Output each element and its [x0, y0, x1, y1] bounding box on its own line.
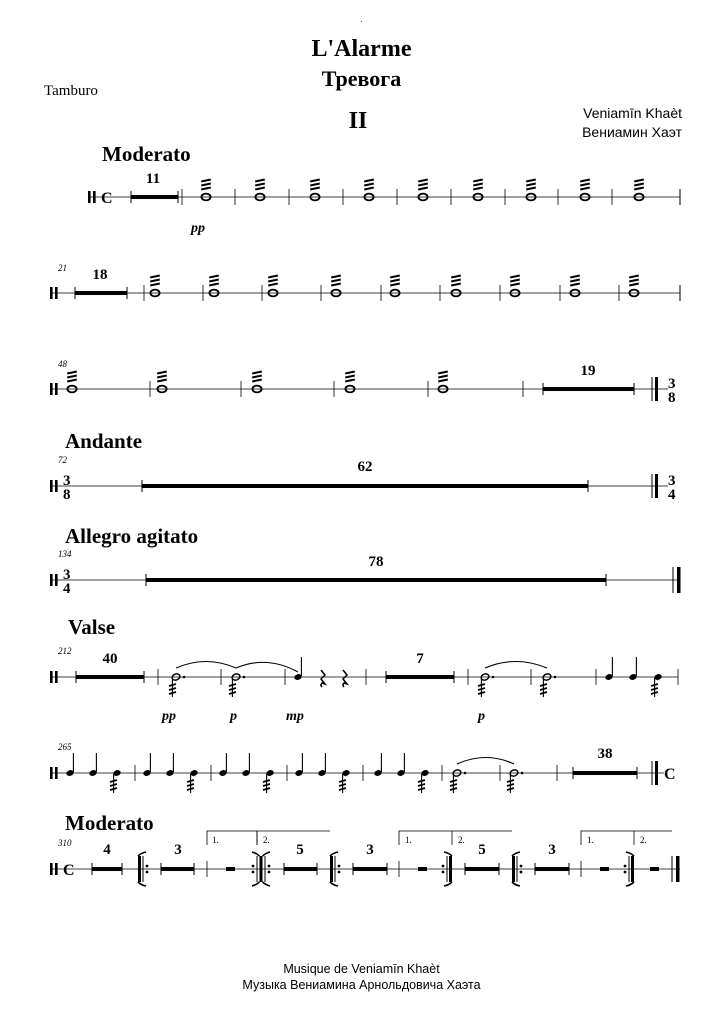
multirest-count: 3 [366, 842, 374, 858]
multirest-bar [131, 195, 178, 199]
multirest-count: 11 [145, 171, 161, 187]
dynamic-marking: mp [286, 709, 304, 724]
multirest-count: 62 [357, 459, 373, 475]
volta-bracket [399, 831, 512, 845]
volta-label: 2. [458, 835, 465, 845]
multirest-bar [573, 771, 637, 775]
whole-rest [418, 867, 427, 871]
quarter-rest [321, 670, 325, 687]
time-signature-denominator: 8 [668, 390, 676, 406]
tremolo-notes [67, 372, 523, 398]
quarter-note [628, 657, 637, 681]
multirest-bar [76, 675, 144, 679]
dynamic-marking: p [478, 709, 485, 724]
multirest-bar [161, 867, 194, 871]
time-signature-numerator: 3 [668, 376, 676, 392]
movement-number: II [348, 108, 368, 134]
whole-rest [600, 867, 609, 871]
multirest-count: 4 [103, 842, 111, 858]
measure-number: 134 [58, 549, 72, 559]
tempo-marking: Moderato [102, 142, 191, 166]
tie [485, 662, 547, 669]
footer-line-2: Музыка Вениамина Арнольдовича Хаэта [242, 978, 481, 992]
measure-number: 21 [58, 263, 67, 273]
whole-rest [226, 867, 235, 871]
system-8 [50, 811, 680, 886]
multirest-bar [386, 675, 454, 679]
title: L'Alarme [311, 36, 412, 62]
whole-rest [650, 867, 659, 871]
multirest-bar [284, 867, 317, 871]
tie [176, 662, 236, 669]
time-signature-denominator: 4 [668, 487, 676, 503]
quarter-rest [343, 670, 347, 687]
dotted-half-tremolo [229, 673, 245, 697]
system-5 [50, 524, 681, 597]
time-signature: C [101, 190, 113, 207]
multirest-bar [353, 867, 387, 871]
system-7 [50, 742, 676, 793]
time-signature-denominator: 4 [63, 581, 71, 597]
volta-bracket [581, 831, 672, 845]
multirest-bar [92, 867, 122, 871]
volta-label: 1. [587, 835, 594, 845]
volta-label: 2. [263, 835, 270, 845]
time-signature-denominator: 8 [63, 487, 71, 503]
multirest-count: 5 [478, 842, 486, 858]
multirest-count: 19 [580, 363, 596, 379]
multirest-count: 40 [102, 651, 118, 667]
multirest-count: 78 [368, 554, 384, 570]
measure-number: 212 [58, 646, 72, 656]
multirest-bar [465, 867, 499, 871]
quarter-note [293, 657, 302, 681]
composer-cyrillic: Вениамин Хаэт [582, 124, 682, 140]
dotted-half-tremolo [478, 673, 494, 697]
system-4 [50, 429, 676, 503]
dynamic-marking: pp [191, 221, 205, 236]
dotted-half-tremolo [540, 673, 556, 697]
multirest-count: 3 [174, 842, 182, 858]
tremolo-notes [144, 276, 639, 302]
multirest-count: 38 [597, 746, 613, 762]
time-signature: C [63, 862, 75, 879]
composer-latin: Veniamīn Khaèt [583, 105, 682, 121]
multirest-bar [543, 387, 634, 391]
quarter-note [604, 657, 613, 681]
multirest-count: 5 [296, 842, 304, 858]
title-cyrillic: Тревога [321, 66, 402, 91]
time-signature-numerator: 3 [63, 473, 71, 489]
volta-label: 2. [640, 835, 647, 845]
multirest-count: 3 [548, 842, 556, 858]
tremolo-notes [182, 180, 644, 206]
system-1 [88, 142, 680, 236]
volta-label: 1. [212, 835, 219, 845]
measure-number: 72 [58, 455, 67, 465]
multirest-bar [142, 484, 588, 488]
tempo-marking: Andante [65, 429, 143, 453]
instrument-name: Tamburo [44, 83, 98, 99]
time-signature: C [664, 766, 676, 783]
volta-label: 1. [405, 835, 412, 845]
time-signature-numerator: 3 [63, 567, 71, 583]
tempo-marking: Moderato [65, 811, 154, 835]
multirest-count: 7 [416, 651, 424, 667]
top-dot: . [360, 14, 363, 25]
multirest-bar [535, 867, 569, 871]
multirest-bar [146, 578, 606, 582]
system-2 [50, 263, 680, 301]
tempo-marking: Allegro agitato [65, 524, 199, 548]
dynamic-marking: p [230, 709, 237, 724]
multirest-count: 18 [92, 267, 108, 283]
system-6 [50, 615, 678, 724]
tie [236, 662, 298, 672]
dynamic-marking: pp [162, 709, 176, 724]
footer [0, 961, 723, 993]
footer-line-1: Musique de Veniamīn Khaèt [283, 962, 440, 976]
multirest-bar [75, 291, 127, 295]
system-3 [50, 359, 676, 406]
measure-number: 310 [58, 838, 72, 848]
tempo-marking: Valse [68, 615, 116, 639]
time-signature-numerator: 3 [668, 473, 676, 489]
dotted-half-tremolo [169, 673, 185, 697]
measure-number: 265 [58, 742, 72, 752]
measure-number: 48 [58, 359, 67, 369]
